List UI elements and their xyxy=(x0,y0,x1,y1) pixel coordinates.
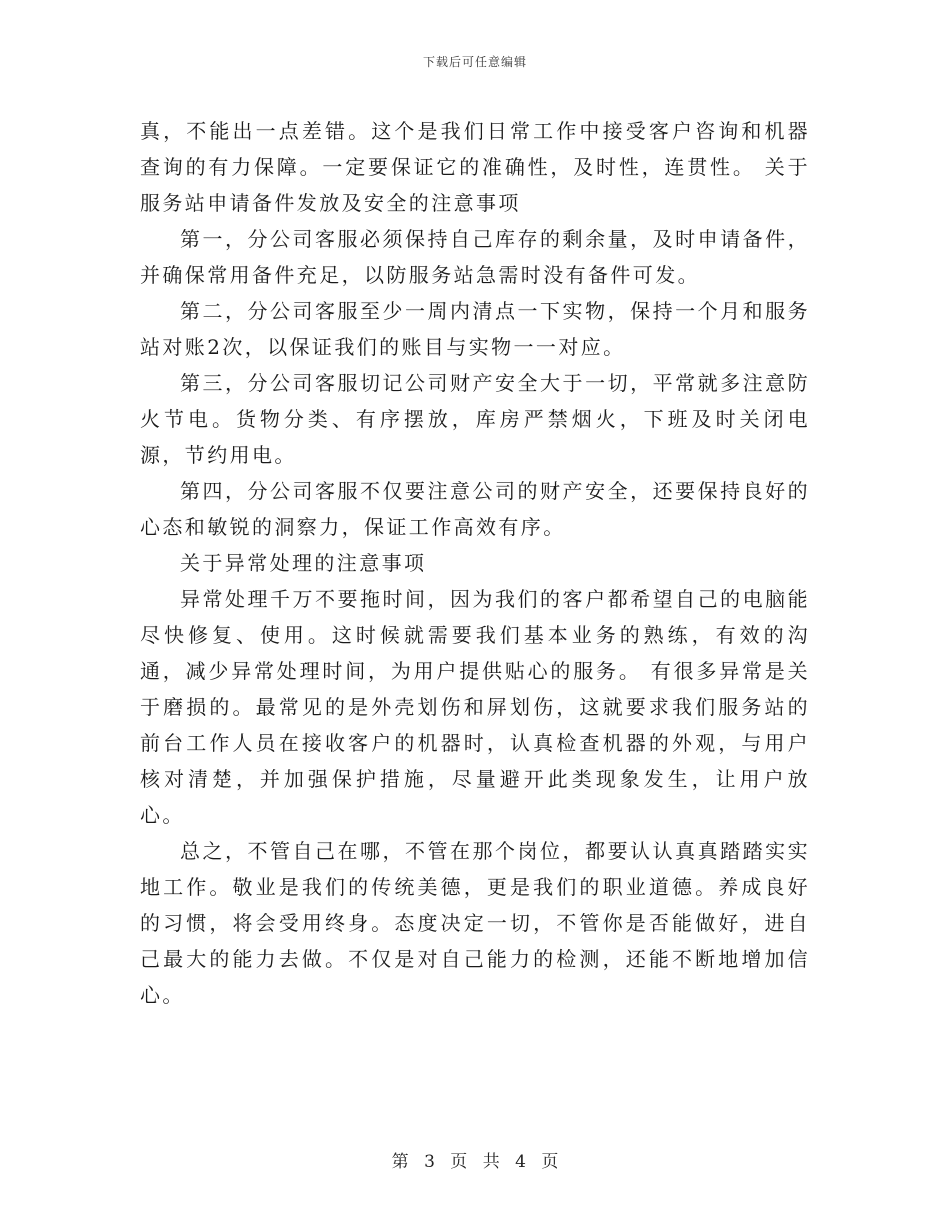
paragraph-point-three: 第三，分公司客服切记公司财产安全大于一切，平常就多注意防火节电。货物分类、有序摆放，库房严禁烟火，下班及时关闭电源，节约用电。 xyxy=(140,371,810,467)
paragraph-exceptions: 异常处理千万不要拖时间，因为我们的客户都希望自己的电脑能尽快修复、使用。这时候就需要我们基本业务的熟练，有效的沟通，减少异常处理时间，为用户提供贴心的服务。 有很多异常是关于磨损的。最常见的是外壳划伤和屏划伤，这就要求我们服务站的前台工作人员在接收客户的机器时，认真检查机器的外观，与用户核对清楚，并加强保护措施，尽量避开此类现象发生，让用户放心。 xyxy=(140,587,810,827)
total-label: 共 xyxy=(482,1152,500,1172)
paragraph-point-one: 第一，分公司客服必须保持自己库存的剩余量，及时申请备件，并确保常用备件充足，以防服务站急需时没有备件可发。 xyxy=(140,227,810,287)
page-number: 3 xyxy=(424,1152,435,1172)
paragraph-point-two: 第二，分公司客服至少一周内清点一下实物，保持一个月和服务站对账2次，以保证我们的账目与实物一一对应。 xyxy=(140,299,810,359)
paragraph-conclusion: 总之，不管自己在哪，不管在那个岗位，都要认认真真踏踏实实地工作。敬业是我们的传统美德，更是我们的职业道德。养成良好的习惯，将会受用终身。态度决定一切，不管你是否能做好，进自己最大的能力去做。不仅是对自己能力的检测，还能不断地增加信心。 xyxy=(140,839,810,1007)
page-footer xyxy=(0,1147,950,1172)
total-unit: 页 xyxy=(541,1152,559,1172)
paragraph-point-four: 第四，分公司客服不仅要注意公司的财产安全，还要保持良好的心态和敏锐的洞察力，保证工作高效有序。 xyxy=(140,479,810,539)
total-pages: 4 xyxy=(515,1152,526,1172)
paragraph-continuation: 真，不能出一点差错。这个是我们日常工作中接受客户咨询和机器查询的有力保障。一定要保证它的准确性，及时性，连贯性。 关于服务站申请备件发放及安全的注意事项 xyxy=(140,119,810,215)
page-label: 第 xyxy=(391,1152,409,1172)
page-header: 下载后可任意编辑 xyxy=(422,55,527,69)
page-unit: 页 xyxy=(450,1152,468,1172)
document-body xyxy=(140,113,810,1013)
section-heading-exceptions: 关于异常处理的注意事项 xyxy=(180,551,427,575)
